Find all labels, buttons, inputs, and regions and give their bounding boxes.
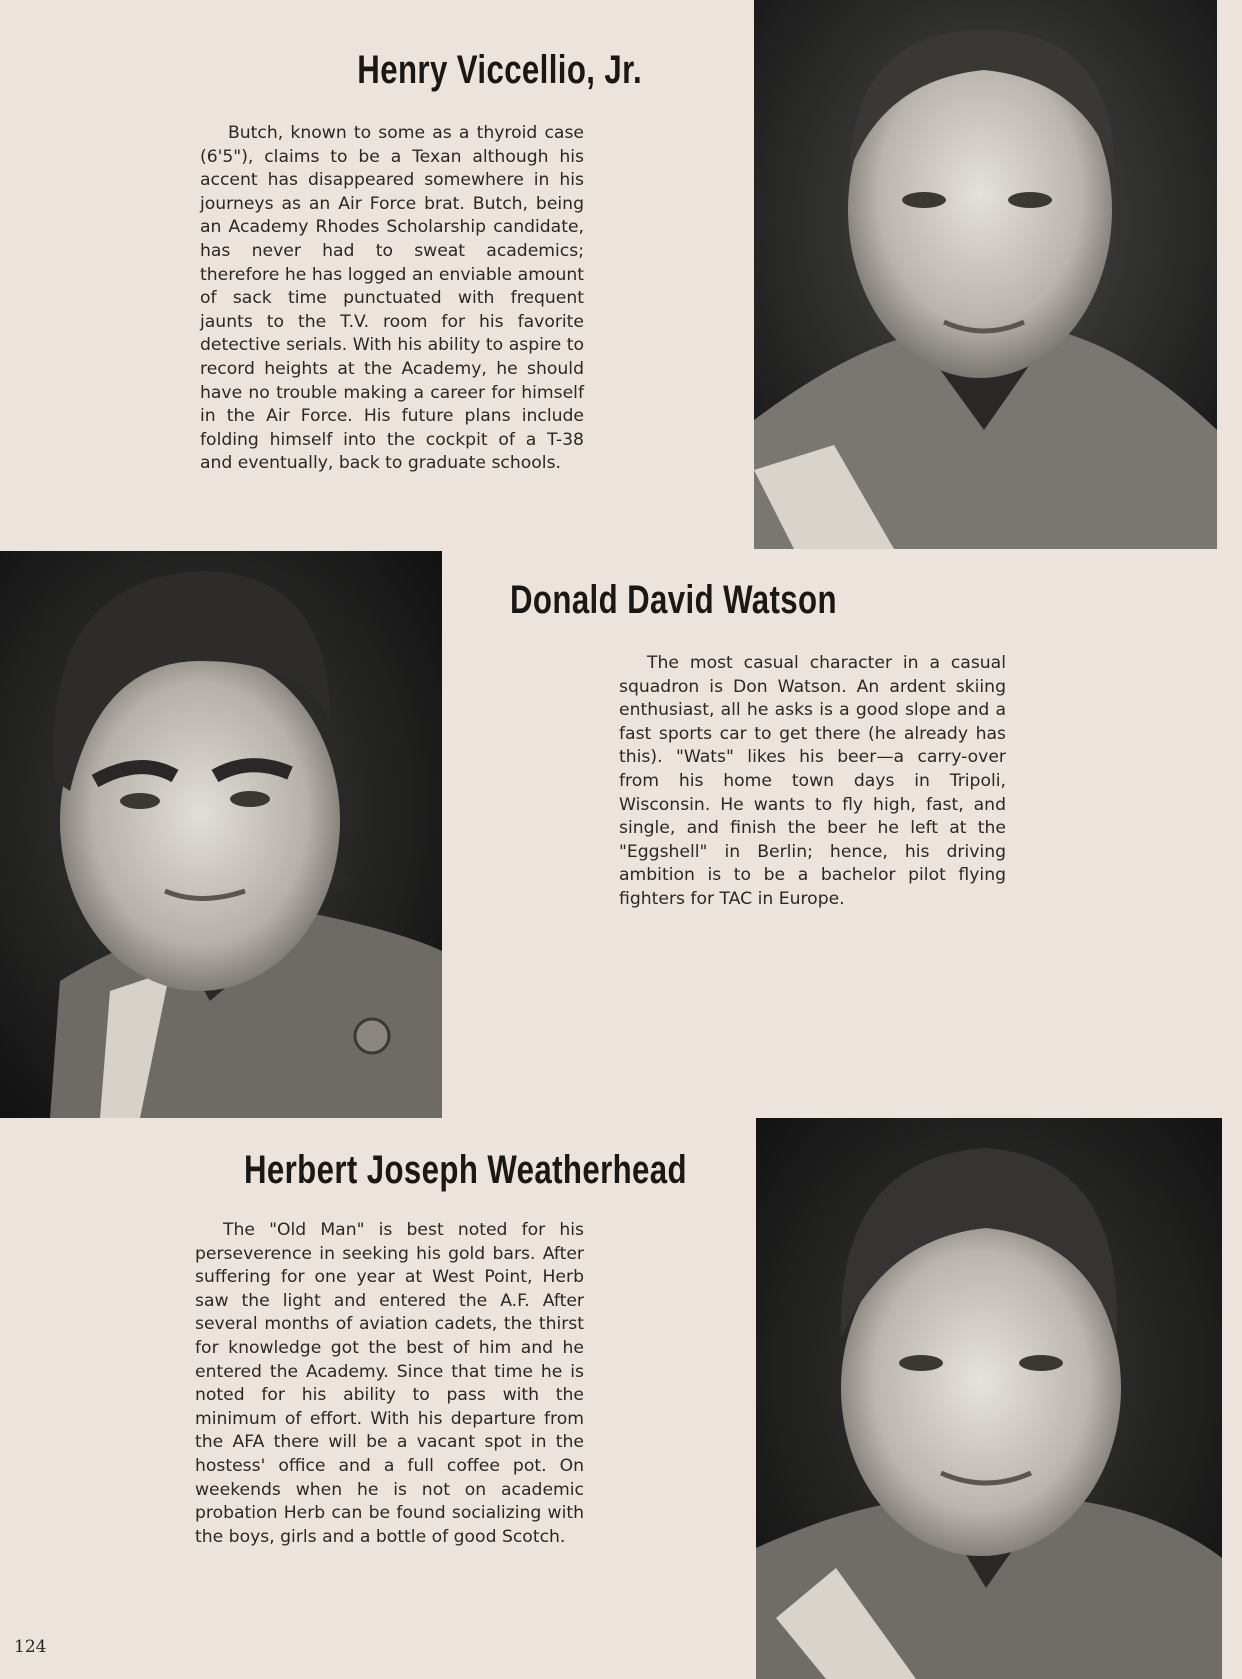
cadet-bio-watson: The most casual character in a casual squadron is Don Watson. An ardent skiing enthusiast, all he asks is a good slope and a fast sports car to get there (he already has this). "Wats" likes his beer—a carry-over from his home town days in Tripoli, Wisconsin. He wants to fly high, fast, and single, and finish the beer he left at the "Eggshell" in Berlin; hence, his driving ambition is to be a bachelor pilot flying fighters for TAC in Europe.	[619, 653, 1006, 909]
cadet-bio-viccellio: Butch, known to some as a thyroid case (6'5"), claims to be a Texan although his accent has disappeared somewhere in his journeys as an Air Force brat. Butch, being an Academy Rhodes Scholarship candidate, has never had to sweat academics; therefore he has logged an enviable amount of sack time punctuated with frequent jaunts to the T.V. room for his favorite detective serials. With his ability to aspire to record heights at the Academy, he should have no trouble making a career for himself in the Air Force. His future plans include folding himself into the cockpit of a T-38 and eventually, back to graduate schools.	[200, 123, 584, 474]
portrait-photo-weatherhead	[756, 1118, 1222, 1679]
cadet-name-viccellio: Henry Viccellio, Jr.	[357, 48, 642, 92]
cadet-bio-weatherhead: The "Old Man" is best noted for his perseverence in seeking his gold bars. After suffering for one year at West Point, Herb saw the light and entered the A.F. After several months of aviation cadets, the thirst for knowledge got the best of him and he entered the Academy. Since that time he is noted for his ability to pass with the minimum of effort. With his departure from the AFA there will be a vacant spot in the hostess' office and a full coffee pot. On weekends when he is not on academic probation Herb can be found socializing with the boys, girls and a bottle of good Scotch.	[195, 1220, 584, 1547]
portrait-photo-viccellio	[754, 0, 1217, 549]
portrait-photo-watson	[0, 551, 442, 1118]
cadet-name-watson: Donald David Watson	[510, 578, 837, 622]
page-number: 124	[14, 1637, 47, 1657]
cadet-name-weatherhead: Herbert Joseph Weatherhead	[243, 1148, 687, 1192]
